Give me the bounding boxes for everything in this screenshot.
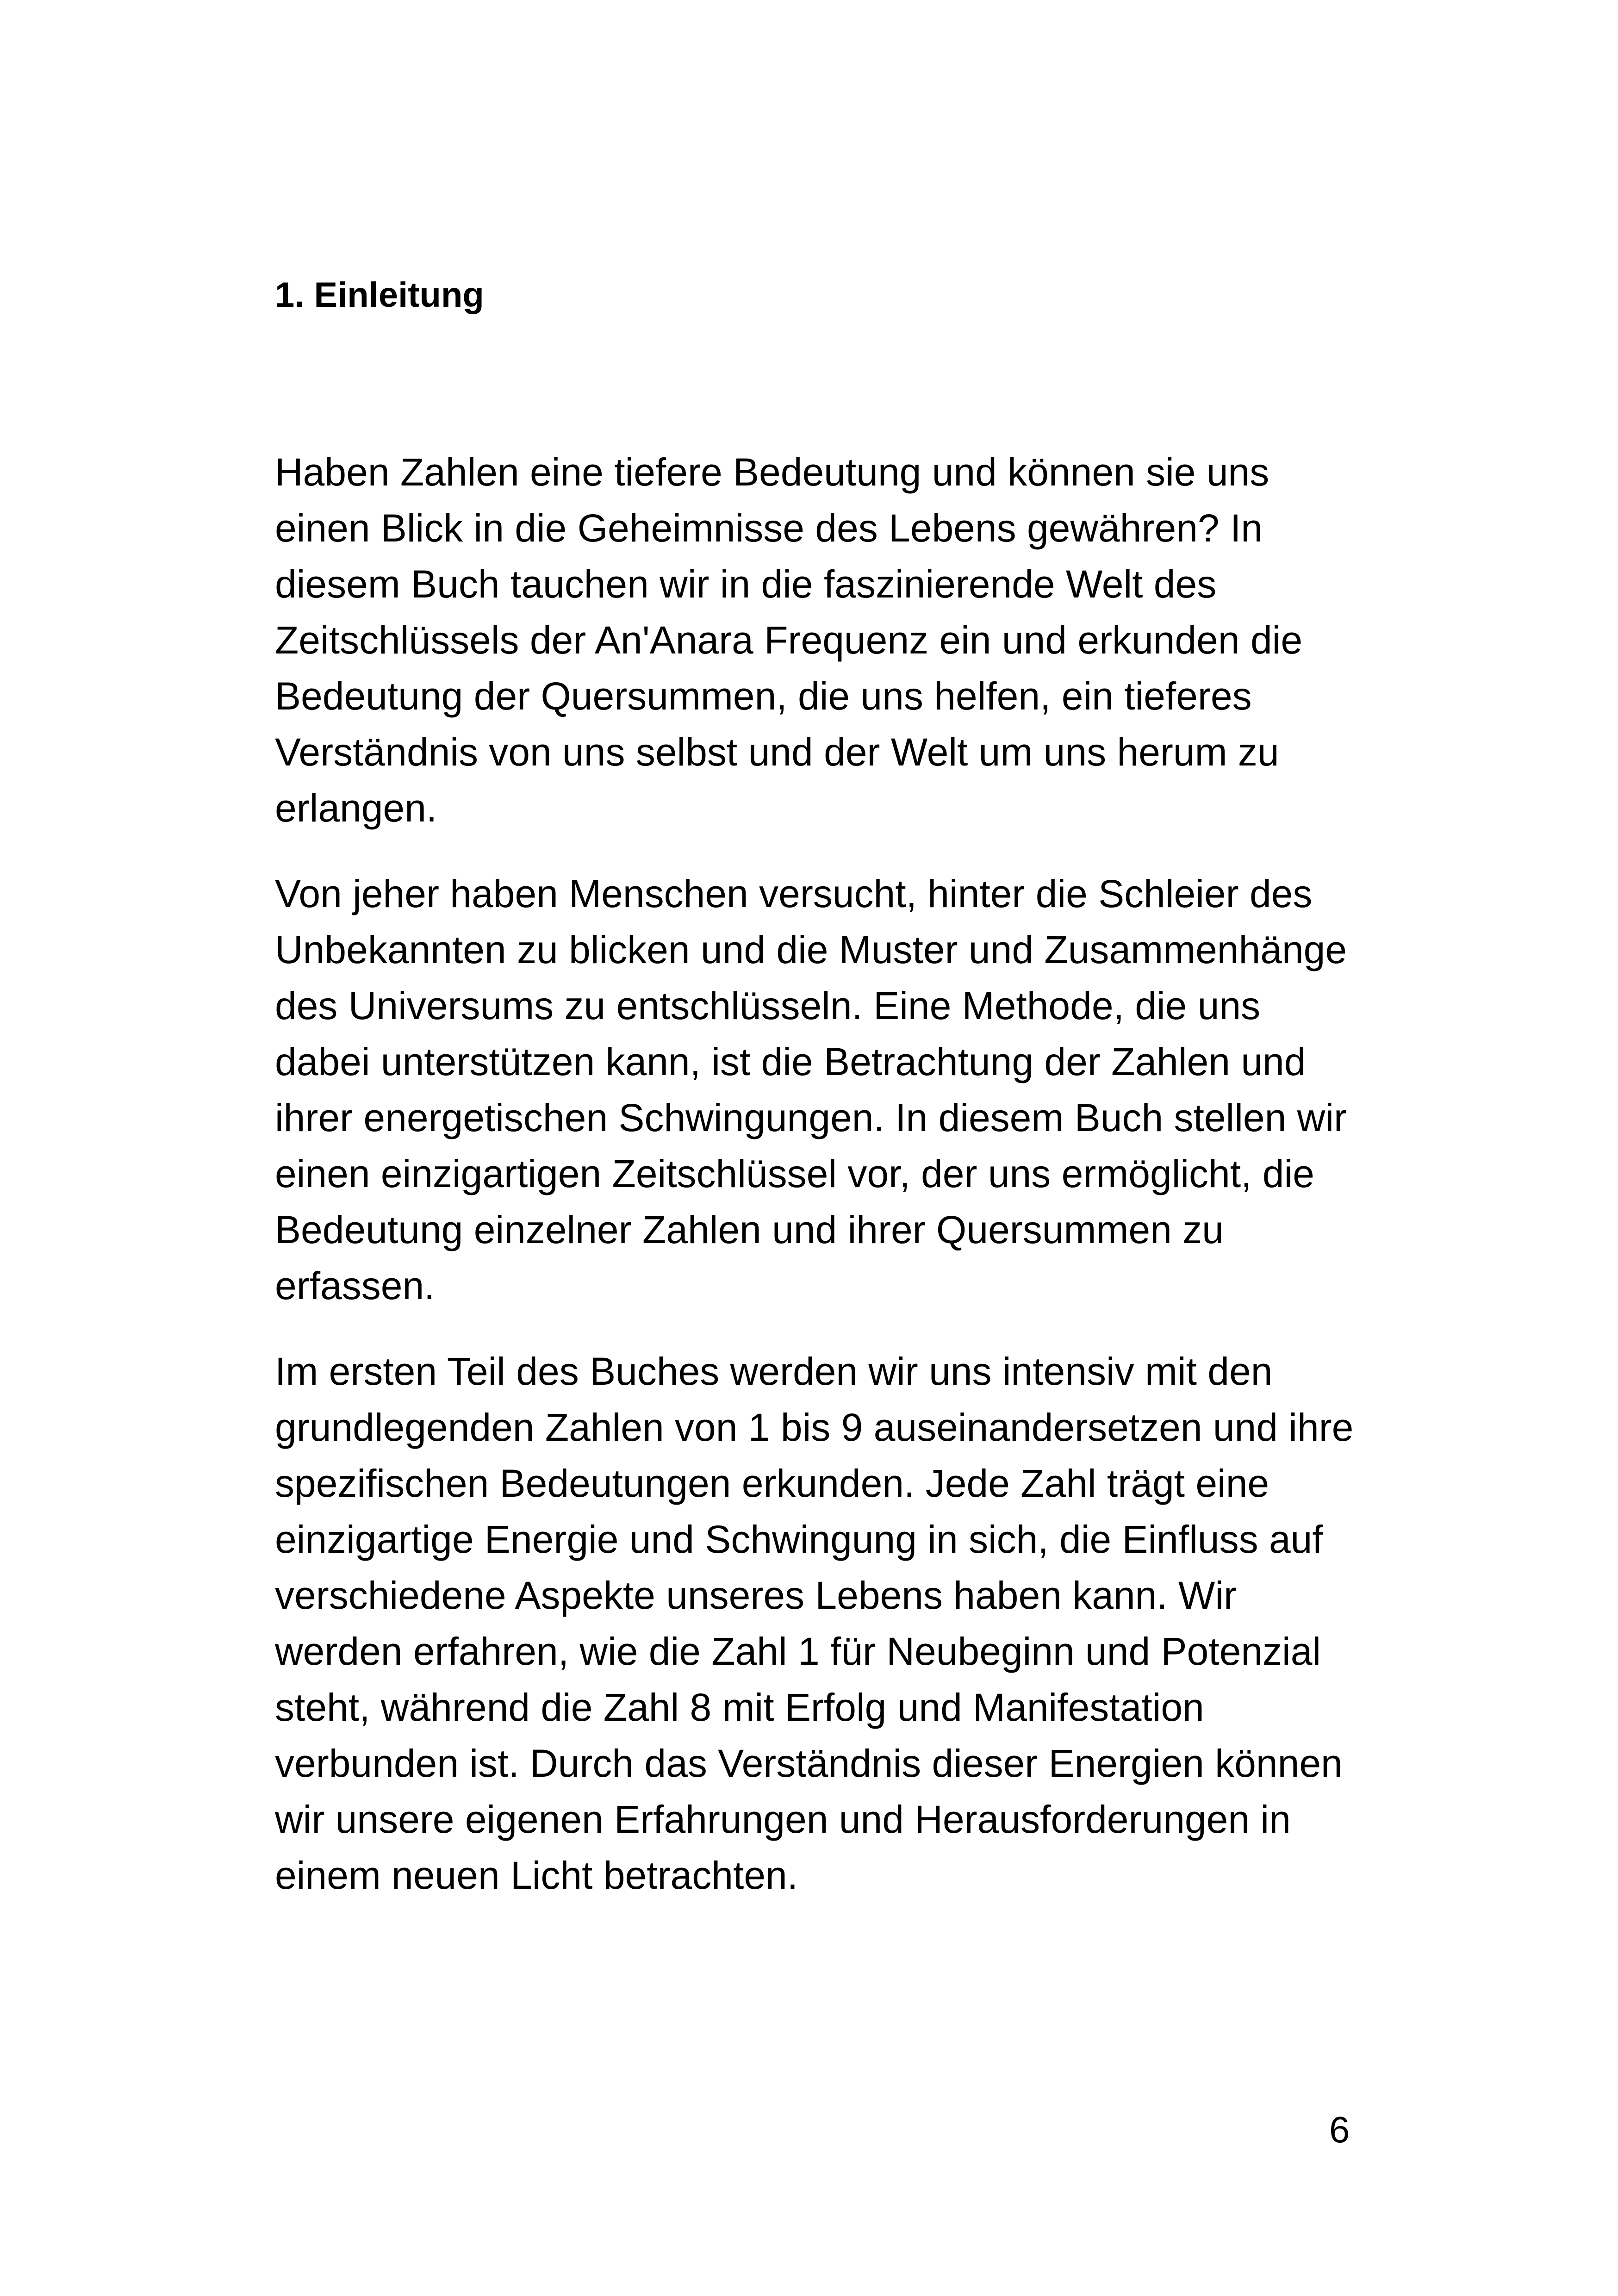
body-text	[275, 444, 1358, 1933]
chapter-heading: 1. Einleitung	[275, 275, 484, 315]
paragraph-1: Haben Zahlen eine tiefere Bedeutung und können sie uns einen Blick in die Geheimnisse des Lebens gewähren? In diesem Buch tauchen wir in die faszinierende Welt des Zeitschlüssels der An'Anara Frequenz ein und erkunden die Bedeutung der Quersummen, die uns helfen, ein tieferes Verständnis von uns selbst und der Welt um uns herum zu erlangen.	[275, 450, 1303, 830]
paragraph-2: Von jeher haben Menschen versucht, hinter die Schleier des Unbekannten zu blicken und die Muster und Zusammenhänge des Universums zu entschlüsseln. Eine Methode, die uns dabei unterstützen kann, ist die Betrachtung der Zahlen und ihrer energetischen Schwingungen. In diesem Buch stellen wir einen einzigartigen Zeitschlüssel vor, der uns ermöglicht, die Bedeutung einzelner Zahlen und ihrer Quersummen zu erfassen.	[275, 872, 1347, 1307]
page-number: 6	[1329, 2109, 1350, 2150]
paragraph-3: Im ersten Teil des Buches werden wir uns intensiv mit den grundlegenden Zahlen von 1 bis 9 auseinandersetzen und ihre spezifischen Bedeutungen erkunden. Jede Zahl trägt eine einzigartige Energie und Schwingung in sich, die Einfluss auf verschiedene Aspekte unseres Lebens haben kann. Wir werden erfahren, wie die Zahl 1 für Neubeginn und Potenzial steht, während die Zahl 8 mit Erfolg und Manifestation verbunden ist. Durch das Verständnis dieser Energien können wir unsere eigenen Erfahrungen und Herausforderungen in einem neuen Licht betrachten.	[275, 1350, 1354, 1897]
